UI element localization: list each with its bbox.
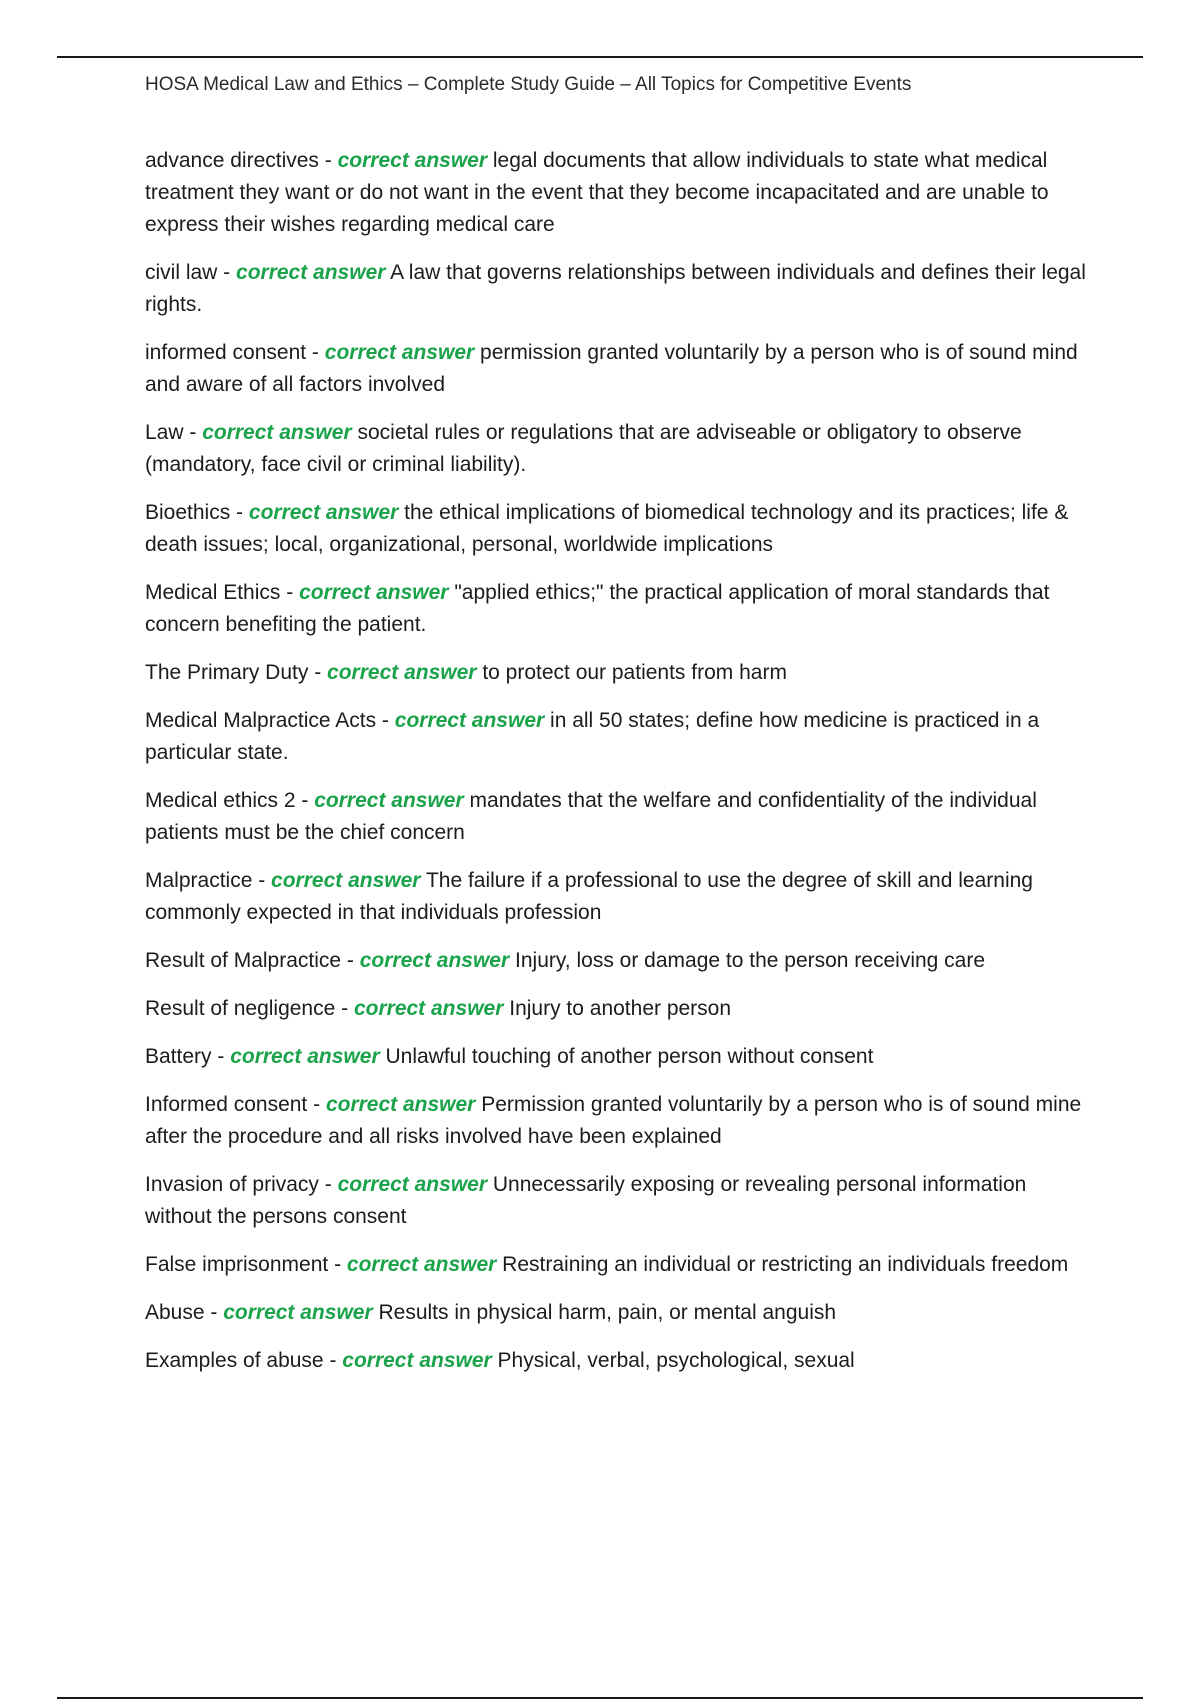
definition: The failure if a professional to use the degree of skill and learning commonly expected in that individuals profession	[145, 869, 1033, 924]
definition: mandates that the welfare and confidentiality of the individual patients must be the chief concern	[145, 789, 1037, 844]
list-item	[145, 705, 1090, 769]
definition: A law that governs relationships between individuals and defines their legal rights.	[145, 261, 1086, 316]
definition: in all 50 states; define how medicine is practiced in a particular state.	[145, 709, 1040, 764]
answer-label: correct answer	[342, 1349, 492, 1372]
list-item	[145, 497, 1090, 561]
separator: -	[183, 421, 203, 444]
definition: Restraining an individual or restricting an individuals freedom	[502, 1253, 1069, 1276]
answer-label: correct answer	[271, 869, 421, 892]
definition: the ethical implications of biomedical technology and its practices; life & death issues; local, organizational, personal, worldwide implications	[145, 501, 1069, 556]
separator: -	[211, 1045, 231, 1068]
list-item	[145, 337, 1090, 401]
list-item	[145, 1345, 1090, 1377]
list-item	[145, 1297, 1090, 1329]
term: Informed consent	[145, 1093, 308, 1116]
term: Result of Malpractice	[145, 949, 342, 972]
bottom-rule	[57, 1697, 1143, 1699]
list-item	[145, 1249, 1090, 1281]
answer-label: correct answer	[202, 421, 352, 444]
answer-label: correct answer	[223, 1301, 373, 1324]
answer-label: correct answer	[337, 1173, 488, 1196]
definition: Permission granted voluntarily by a person who is of sound mine after the procedure and all risks involved have been explained	[145, 1093, 1082, 1148]
list-item	[145, 785, 1090, 849]
separator: -	[318, 149, 338, 172]
list-item	[145, 657, 1090, 689]
definition: "applied ethics;" the practical application of moral standards that concern benefiting the patient.	[145, 581, 1050, 636]
definition: Unlawful touching of another person without consent	[385, 1045, 874, 1068]
definition: Injury, loss or damage to the person receiving care	[515, 949, 986, 972]
answer-label: correct answer	[337, 149, 488, 172]
answer-label: correct answer	[314, 789, 464, 812]
term: Bioethics	[145, 501, 231, 524]
term: Abuse	[145, 1301, 205, 1324]
list-item	[145, 1089, 1090, 1153]
definition: legal documents that allow individuals to state what medical treatment they want or do not want in the event that they become incapacitated and are unable to express their wishes regarding medical care	[145, 149, 1049, 236]
answer-label: correct answer	[325, 1093, 476, 1116]
top-rule	[57, 56, 1143, 58]
term: Law	[145, 421, 184, 444]
definition: Results in physical harm, pain, or mental anguish	[378, 1301, 837, 1324]
answer-label: correct answer	[324, 341, 475, 364]
term: informed consent	[145, 341, 307, 364]
separator: -	[217, 261, 237, 284]
definition: Injury to another person	[509, 997, 732, 1020]
list-item	[145, 1041, 1090, 1073]
answer-label: correct answer	[327, 661, 477, 684]
answer-label: correct answer	[248, 501, 399, 524]
list-item	[145, 993, 1090, 1025]
answer-label: correct answer	[230, 1045, 380, 1068]
term: The Primary Duty	[145, 661, 309, 684]
term: Result of negligence	[145, 997, 336, 1020]
separator: -	[318, 1173, 338, 1196]
separator: -	[252, 869, 272, 892]
separator: -	[376, 709, 395, 732]
page-header: HOSA Medical Law and Ethics – Complete Study Guide – All Topics for Competitive Events	[145, 74, 912, 95]
list-item	[145, 1169, 1090, 1233]
answer-label: correct answer	[236, 261, 386, 284]
term: advance directives	[145, 149, 319, 172]
term: Battery	[145, 1045, 212, 1068]
list-item	[145, 865, 1090, 929]
answer-label: correct answer	[299, 581, 449, 604]
definition: Unnecessarily exposing or revealing personal information without the persons consent	[145, 1173, 1027, 1228]
flashcard-list	[145, 145, 1090, 1393]
term: Medical Ethics	[145, 581, 281, 604]
separator: -	[308, 661, 328, 684]
definition: societal rules or regulations that are adviseable or obligatory to observe (mandatory, face civil or criminal liability).	[145, 421, 1022, 476]
definition: permission granted voluntarily by a person who is of sound mind and aware of all factors involved	[145, 341, 1078, 396]
separator: -	[295, 789, 315, 812]
separator: -	[307, 1093, 326, 1116]
separator: -	[335, 997, 354, 1020]
definition: Physical, verbal, psychological, sexual	[497, 1349, 855, 1372]
answer-label: correct answer	[353, 997, 504, 1020]
separator: -	[328, 1253, 347, 1276]
term: Examples of abuse	[145, 1349, 324, 1372]
list-item	[145, 945, 1090, 977]
list-item	[145, 145, 1090, 241]
list-item	[145, 257, 1090, 321]
answer-label: correct answer	[394, 709, 545, 732]
term: False imprisonment	[145, 1253, 329, 1276]
term: civil law	[145, 261, 218, 284]
definition: to protect our patients from harm	[482, 661, 787, 684]
separator: -	[230, 501, 249, 524]
term: Medical ethics 2	[145, 789, 296, 812]
term: Medical Malpractice Acts	[145, 709, 377, 732]
list-item	[145, 577, 1090, 641]
separator: -	[280, 581, 300, 604]
answer-label: correct answer	[346, 1253, 497, 1276]
term: Invasion of privacy	[145, 1173, 319, 1196]
list-item	[145, 417, 1090, 481]
separator: -	[341, 949, 360, 972]
separator: -	[204, 1301, 224, 1324]
separator: -	[306, 341, 325, 364]
answer-label: correct answer	[359, 949, 510, 972]
separator: -	[323, 1349, 343, 1372]
term: Malpractice	[145, 869, 253, 892]
